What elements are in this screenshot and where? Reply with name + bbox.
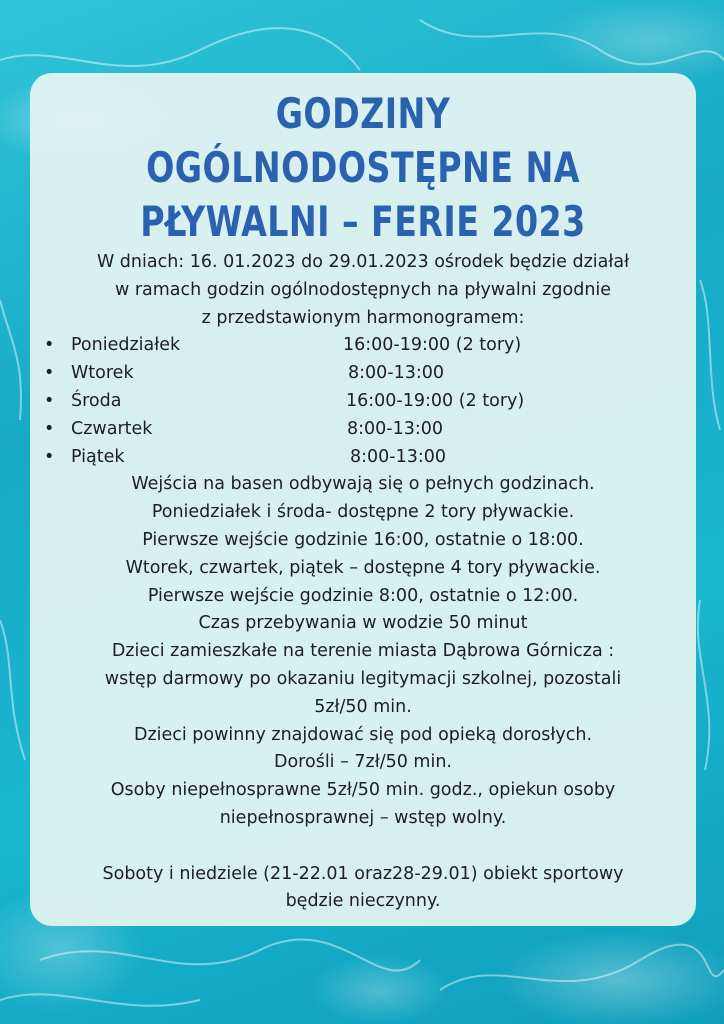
rules-line: Osoby niepełnosprawne 5zł/50 min. godz., opiekun osoby <box>110 780 616 801</box>
intro-line: w ramach godzin ogólnodostępnych na pływalni zgodnie <box>114 279 612 300</box>
intro-line: W dniach: 16. 01.2023 do 29.01.2023 ośrodek będzie działał <box>96 252 630 272</box>
schedule-day: Wtorek <box>71 363 134 384</box>
announcement-body <box>38 249 688 916</box>
schedule-day: Czwartek <box>71 418 153 439</box>
rules-line: wstęp darmowy po okazaniu legitymacji szkolnej, pozostali <box>104 668 622 689</box>
intro-line: z przedstawionym harmonogramem: <box>201 307 525 328</box>
title-line-3: PŁYWALNI – FERIE 2023 <box>140 197 586 246</box>
closing-line: Soboty i niedziele (21-22.01 oraz28-29.01) obiekt sportowy <box>102 863 624 884</box>
rules-line: Wtorek, czwartek, piątek – dostępne 4 tory pływackie. <box>125 557 601 578</box>
schedule-item-tuesday <box>38 360 688 388</box>
rules-line: Wejścia na basen odbywają się o pełnych godzinach. <box>131 474 595 495</box>
page-title <box>77 87 649 249</box>
info-card <box>30 73 696 926</box>
rules-line: Pierwsze wejście godzinie 8:00, ostatnie o 12:00. <box>147 585 579 606</box>
schedule-item-friday <box>38 444 688 472</box>
schedule-hours: 16:00-19:00 (2 tory) <box>343 335 522 356</box>
bullet-icon: • <box>44 446 55 467</box>
schedule-hours: 8:00-13:00 <box>348 363 445 384</box>
bullet-icon: • <box>44 335 55 356</box>
title-line-2: OGÓLNODOSTĘPNE NA <box>146 143 580 192</box>
rules-line: Dzieci powinny znajdować się pod opieką dorosłych. <box>133 724 593 745</box>
schedule-hours: 16:00-19:00 (2 tory) <box>346 390 525 411</box>
closing-line: będzie nieczynny. <box>285 891 441 912</box>
rules-line: niepełnosprawnej – wstęp wolny. <box>219 807 507 828</box>
schedule-hours: 8:00-13:00 <box>350 446 447 467</box>
rules-line: 5zł/50 min. <box>314 696 412 717</box>
rules-line: Pierwsze wejście godzinie 16:00, ostatnie o 18:00. <box>142 529 584 550</box>
bullet-icon: • <box>44 418 55 439</box>
schedule-day: Poniedziałek <box>71 335 181 356</box>
spacer <box>38 833 688 861</box>
schedule-item-thursday <box>38 416 688 444</box>
bullet-icon: • <box>44 390 55 411</box>
title-line-1: GODZINY <box>275 89 451 138</box>
rules-line: Poniedziałek i środa- dostępne 2 tory pływackie. <box>151 502 575 523</box>
schedule-list <box>38 332 688 471</box>
rules-line: Dorośli – 7zł/50 min. <box>274 752 452 773</box>
schedule-day: Środa <box>71 390 122 411</box>
rules-line: Czas przebywania w wodzie 50 minut <box>198 613 528 634</box>
schedule-item-wednesday <box>38 388 688 416</box>
schedule-item-monday <box>38 332 688 360</box>
schedule-hours: 8:00-13:00 <box>347 418 444 439</box>
bullet-icon: • <box>44 363 55 384</box>
schedule-day: Piątek <box>71 446 125 467</box>
rules-line: Dzieci zamieszkałe na terenie miasta Dąbrowa Górnicza : <box>111 641 615 662</box>
